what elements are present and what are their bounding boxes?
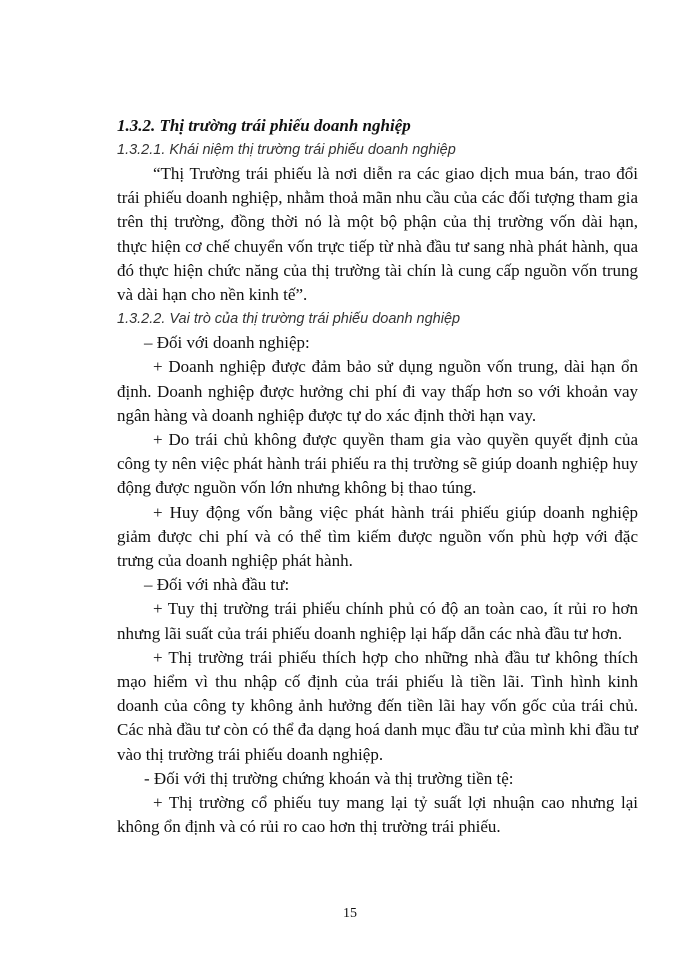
enterprise-point-3: + Huy động vốn bằng việc phát hành trái phiếu giúp doanh nghiệp giảm được chi phí và có thể tìm kiếm được nguồn vốn phù hợp với đặc trưng của doanh nghiệp phát hành. xyxy=(117,502,638,571)
subsection-heading-concept: 1.3.2.1. Khái niệm thị trường trái phiếu doanh nghiệp xyxy=(117,142,456,158)
page-number: 15 xyxy=(343,906,357,921)
definition-paragraph: “Thị Trường trái phiếu là nơi diễn ra các giao dịch mua bán, trao đổi trái phiếu doanh nghiệp, nhằm thoả mãn nhu cầu của các đối tượng tham gia trên thị trường, đồng thời nó là một bộ phận của thị trường vốn dài hạn, thực hiện cơ chế chuyển vốn trực tiếp từ nhà đầu tư sang nhà phát hành, qua đó thực hiện chức năng của thị trường tài chín là cung cấp nguồn vốn trung và dài hạn cho nền kinh tế”. xyxy=(117,164,638,305)
page-content xyxy=(117,114,638,839)
investor-point-2: + Thị trường trái phiếu thích hợp cho những nhà đầu tư không thích mạo hiểm vì thu nhập cố định của trái phiếu là tiền lãi. Tình hình kinh doanh của công ty không ảnh hưởng đến tiền lãi hay vốn gốc của trái chủ. Các nhà đầu tư còn có thể đa dạng hoá danh mục đầu tư của mình khi đầu tư vào thị trường trái phiếu doanh nghiệp. xyxy=(117,647,638,764)
section-heading: 1.3.2. Thị trường trái phiếu doanh nghiệp xyxy=(117,116,411,135)
investor-point-1: + Tuy thị trường trái phiếu chính phủ có độ an toàn cao, ít rủi ro hơn nhưng lãi suất của trái phiếu doanh nghiệp lại hấp dẫn các nhà đầu tư hơn. xyxy=(117,599,638,643)
enterprise-point-2: + Do trái chủ không được quyền tham gia vào quyền quyết định của công ty nên việc phát hành trái phiếu ra thị trường sẽ giúp doanh nghiệp huy động được nguồn vốn lớn nhưng không bị thao túng. xyxy=(117,430,638,498)
enterprise-point-1: + Doanh nghiệp được đảm bảo sử dụng nguồn vốn trung, dài hạn ổn định. Doanh nghiệp được hưởng chi phí đi vay thấp hơn so với khoản vay ngân hàng và doanh nghiệp được tự do xác định thời hạn vay. xyxy=(117,357,638,425)
market-point-1: + Thị trường cổ phiếu tuy mang lại tỷ suất lợi nhuận cao nhưng lại không ổn định và có rủi ro cao hơn thị trường trái phiếu. xyxy=(117,793,638,837)
enterprise-label: – Đối với doanh nghiệp: xyxy=(144,333,310,353)
investor-label: – Đối với nhà đầu tư: xyxy=(144,575,290,595)
market-label: - Đối với thị trường chứng khoán và thị trường tiền tệ: xyxy=(144,768,514,788)
subsection-heading-roles: 1.3.2.2. Vai trò của thị trường trái phiếu doanh nghiệp xyxy=(117,311,461,328)
